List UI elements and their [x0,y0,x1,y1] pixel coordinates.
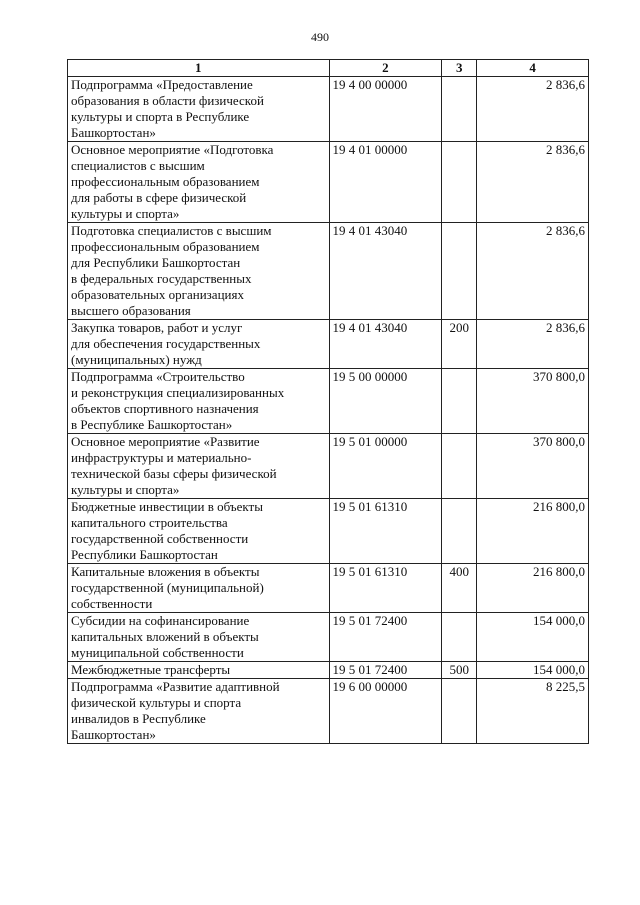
row-code: 19 4 01 00000 [329,142,442,223]
row-name: Межбюджетные трансферты [68,662,330,679]
row-amount: 8 225,5 [477,679,589,744]
row-amount: 2 836,6 [477,223,589,320]
header-col-2: 2 [329,60,442,77]
row-type [442,142,477,223]
budget-table [67,59,589,744]
row-name: Подпрограмма «Развитие адаптивной физической культуры и спорта инвалидов в Республике Башкортостан» [68,679,330,744]
row-amount: 370 800,0 [477,369,589,434]
row-type [442,77,477,142]
row-name: Подпрограмма «Предоставление образования в области физической культуры и спорта в Республике Башкортостан» [68,77,330,142]
row-type [442,369,477,434]
table-row [68,662,589,679]
row-code: 19 5 01 61310 [329,499,442,564]
header-col-1: 1 [68,60,330,77]
row-amount: 216 800,0 [477,499,589,564]
row-code: 19 4 00 00000 [329,77,442,142]
table-row [68,320,589,369]
table-row [68,499,589,564]
row-name: Подготовка специалистов с высшим профессиональным образованием для Республики Башкортостан в федеральных государственных образовательных организациях высшего образования [68,223,330,320]
table-row [68,369,589,434]
row-type [442,613,477,662]
row-name: Основное мероприятие «Развитие инфраструктуры и материально- технической базы сферы физической культуры и спорта» [68,434,330,499]
row-name: Подпрограмма «Строительство и реконструкция специализированных объектов спортивного назначения в Республике Башкортостан» [68,369,330,434]
row-amount: 2 836,6 [477,77,589,142]
row-type [442,434,477,499]
row-type: 500 [442,662,477,679]
row-code: 19 5 01 72400 [329,613,442,662]
row-amount: 154 000,0 [477,613,589,662]
table-row [68,223,589,320]
row-code: 19 4 01 43040 [329,320,442,369]
row-name: Основное мероприятие «Подготовка специалистов с высшим профессиональным образованием для работы в сфере физической культуры и спорта» [68,142,330,223]
header-col-4: 4 [477,60,589,77]
table-row [68,564,589,613]
row-type [442,223,477,320]
row-type [442,679,477,744]
row-name: Бюджетные инвестиции в объекты капитального строительства государственной собственности Республики Башкортостан [68,499,330,564]
row-name: Субсидии на софинансирование капитальных вложений в объекты муниципальной собственности [68,613,330,662]
row-code: 19 5 01 61310 [329,564,442,613]
row-amount: 216 800,0 [477,564,589,613]
row-code: 19 5 01 00000 [329,434,442,499]
row-amount: 2 836,6 [477,142,589,223]
table-row [68,77,589,142]
row-code: 19 5 01 72400 [329,662,442,679]
table-row [68,434,589,499]
row-type: 400 [442,564,477,613]
row-amount: 370 800,0 [477,434,589,499]
row-amount: 2 836,6 [477,320,589,369]
row-amount: 154 000,0 [477,662,589,679]
table-row [68,613,589,662]
row-name: Капитальные вложения в объекты государственной (муниципальной) собственности [68,564,330,613]
table-header-row [68,60,589,77]
page-number: 490 [311,30,329,44]
row-code: 19 6 00 00000 [329,679,442,744]
table-row [68,142,589,223]
row-type: 200 [442,320,477,369]
table-row [68,679,589,744]
row-code: 19 5 00 00000 [329,369,442,434]
row-name: Закупка товаров, работ и услуг для обеспечения государственных (муниципальных) нужд [68,320,330,369]
row-code: 19 4 01 43040 [329,223,442,320]
header-col-3: 3 [442,60,477,77]
row-type [442,499,477,564]
